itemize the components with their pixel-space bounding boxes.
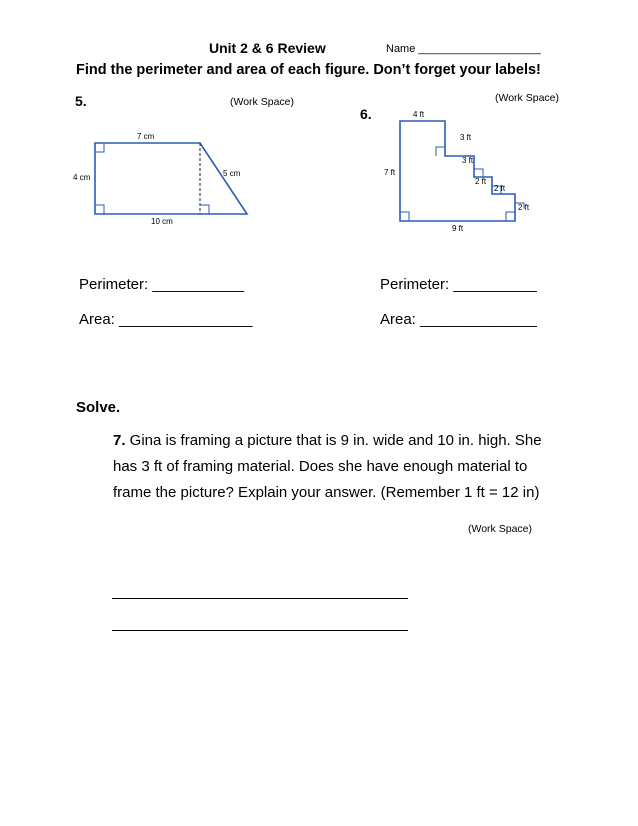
problem-7-line-2: has 3 ft of framing material. Does she have enough material to — [113, 458, 528, 475]
problem-6-number: 6. — [360, 106, 372, 122]
label-top: 4 ft — [413, 110, 425, 119]
name-field[interactable]: Name ____________________ — [386, 43, 541, 55]
problem-7-workspace-label: (Work Space) — [468, 523, 532, 535]
problem-6-workspace-label: (Work Space) — [495, 92, 559, 104]
label-step-4: 2 ft — [494, 184, 506, 193]
step-shape — [400, 121, 515, 221]
trapezoid-shape — [95, 143, 247, 214]
right-angle-marker — [506, 212, 515, 221]
problem-5-number: 5. — [75, 93, 87, 109]
right-angle-marker — [200, 205, 209, 214]
right-angle-marker — [436, 147, 445, 156]
problem-7-line-3: frame the picture? Explain your answer. (Remember 1 ft = 12 in) — [113, 484, 540, 501]
label-step-3: 2 ft — [475, 177, 487, 186]
label-top: 7 cm — [137, 132, 155, 141]
problem-5-area[interactable]: Area: ________________ — [79, 311, 253, 328]
label-step-1: 3 ft — [460, 133, 472, 142]
problem-6-area[interactable]: Area: ______________ — [380, 311, 537, 328]
problem-6-step-figure — [380, 105, 550, 235]
label-step-2: 3 ft — [462, 156, 474, 165]
problem-7-line-1: 7. Gina is framing a picture that is 9 in. wide and 10 in. high. She — [113, 432, 542, 449]
page-title: Unit 2 & 6 Review — [209, 40, 326, 56]
right-angle-marker — [474, 169, 483, 177]
label-step-5: 2 ft — [518, 203, 530, 212]
solve-heading: Solve. — [76, 399, 121, 416]
answer-line[interactable] — [112, 598, 408, 599]
right-angle-marker — [400, 212, 409, 221]
problem-5-perimeter[interactable]: Perimeter: ___________ — [79, 276, 245, 293]
label-left: 4 cm — [73, 173, 91, 182]
problem-5-workspace-label: (Work Space) — [230, 96, 294, 108]
label-left: 7 ft — [384, 168, 396, 177]
instructions: Find the perimeter and area of each figure. Don’t forget your labels! — [76, 62, 541, 78]
label-bottom: 9 ft — [452, 224, 464, 233]
label-slant: 5 cm — [223, 169, 241, 178]
answer-line[interactable] — [112, 630, 408, 631]
problem-6-perimeter[interactable]: Perimeter: __________ — [380, 276, 537, 293]
problem-7-number: 7. — [113, 432, 126, 449]
label-bottom: 10 cm — [151, 217, 173, 226]
right-angle-marker — [95, 143, 104, 152]
right-angle-marker — [95, 205, 104, 214]
problem-7-text — [113, 428, 542, 506]
problem-5-trapezoid-figure — [65, 128, 265, 233]
